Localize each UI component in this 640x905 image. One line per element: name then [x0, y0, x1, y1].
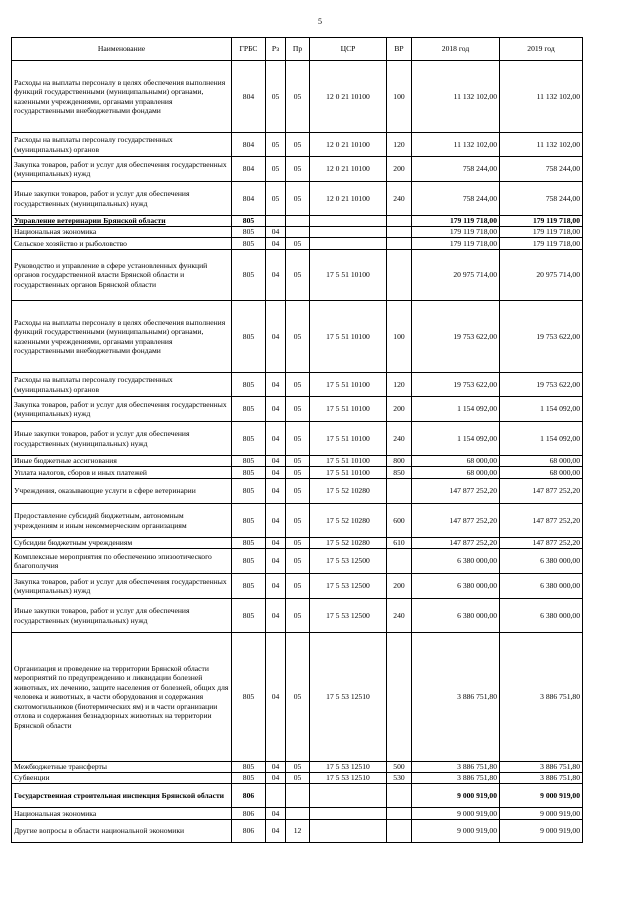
- row-grbs: 805: [232, 549, 266, 574]
- row-grbs: 805: [232, 250, 266, 301]
- row-rz: 04: [266, 808, 286, 820]
- table-row: [12, 773, 583, 784]
- row-2019: 9 000 919,00: [500, 820, 583, 843]
- row-grbs: 804: [232, 182, 266, 216]
- header-pr: Пр: [286, 38, 310, 61]
- page-number: 5: [318, 17, 322, 26]
- row-2018: 9 000 919,00: [412, 808, 500, 820]
- row-pr: 05: [286, 301, 310, 373]
- row-name: Закупка товаров, работ и услуг для обеспечения государственных (муниципальных) нужд: [12, 574, 232, 599]
- row-csr: 12 0 21 10100: [310, 182, 387, 216]
- row-2019: 758 244,00: [500, 182, 583, 216]
- row-pr: 05: [286, 538, 310, 549]
- table-row: [12, 784, 583, 808]
- row-rz: 05: [266, 61, 286, 133]
- row-grbs: 804: [232, 133, 266, 157]
- row-grbs: 805: [232, 538, 266, 549]
- row-2019: 6 380 000,00: [500, 549, 583, 574]
- row-name: Расходы на выплаты персоналу государственных (муниципальных) органов: [12, 373, 232, 397]
- row-vr: [387, 250, 412, 301]
- row-rz: 04: [266, 504, 286, 538]
- row-grbs: 805: [232, 574, 266, 599]
- row-vr: 610: [387, 538, 412, 549]
- row-pr: 05: [286, 762, 310, 773]
- header-grbs: ГРБС: [232, 38, 266, 61]
- row-pr: 05: [286, 773, 310, 784]
- row-name: Руководство и управление в сфере установленных функций органов государственной власти Брянской области и государственных органов Брянской области: [12, 250, 232, 301]
- row-rz: 04: [266, 633, 286, 762]
- row-rz: 04: [266, 373, 286, 397]
- row-2018: 20 975 714,00: [412, 250, 500, 301]
- header-2019: 2019 год: [500, 38, 583, 61]
- row-2018: 179 119 718,00: [412, 216, 500, 227]
- row-name: Предоставление субсидий бюджетным, автономным учреждениям и иным некоммерческим организациям: [12, 504, 232, 538]
- row-vr: 120: [387, 373, 412, 397]
- row-2019: 147 877 252,20: [500, 538, 583, 549]
- row-csr: 17 5 53 12510: [310, 633, 387, 762]
- row-vr: 530: [387, 773, 412, 784]
- row-csr: 17 5 52 10280: [310, 479, 387, 504]
- row-2018: 147 877 252,20: [412, 504, 500, 538]
- row-2018: 3 886 751,80: [412, 773, 500, 784]
- table-row: [12, 538, 583, 549]
- row-2019: 147 877 252,20: [500, 504, 583, 538]
- row-2019: 179 119 718,00: [500, 227, 583, 238]
- table-row: [12, 227, 583, 238]
- row-vr: 850: [387, 467, 412, 479]
- row-vr: 240: [387, 422, 412, 456]
- row-pr: [286, 808, 310, 820]
- row-csr: [310, 238, 387, 250]
- row-2019: 68 000,00: [500, 456, 583, 467]
- row-2019: 3 886 751,80: [500, 633, 583, 762]
- row-vr: 500: [387, 762, 412, 773]
- header-2018: 2018 год: [412, 38, 500, 61]
- row-rz: 05: [266, 157, 286, 182]
- row-name: Национальная экономика: [12, 227, 232, 238]
- row-csr: [310, 227, 387, 238]
- row-2018: 6 380 000,00: [412, 599, 500, 633]
- row-name: Учреждения, оказывающие услуги в сфере ветеринарии: [12, 479, 232, 504]
- row-2019: 20 975 714,00: [500, 250, 583, 301]
- row-name: Расходы на выплаты персоналу в целях обеспечения выполнения функций государственными (муниципальными) органами, казенными учреждениями, органами управления государственными внебюджетными фондами: [12, 301, 232, 373]
- row-2018: 758 244,00: [412, 157, 500, 182]
- row-pr: 05: [286, 479, 310, 504]
- row-2019: 6 380 000,00: [500, 599, 583, 633]
- row-2018: 11 132 102,00: [412, 61, 500, 133]
- table-row: [12, 762, 583, 773]
- row-vr: 200: [387, 157, 412, 182]
- row-2019: 9 000 919,00: [500, 784, 583, 808]
- row-grbs: 805: [232, 301, 266, 373]
- row-csr: 17 5 51 10100: [310, 373, 387, 397]
- table-row: [12, 549, 583, 574]
- row-pr: 05: [286, 182, 310, 216]
- row-grbs: 805: [232, 479, 266, 504]
- row-name: Организация и проведение на территории Брянской области мероприятий по предупреждению и ликвидации болезней животных, их лечению, защите населения от болезней, общих для человека и животных, в части оборудования и содержания скотомогильников (биотермических ям) и в части организации отлова и содержания безнадзорных животных на территории Брянской области: [12, 633, 232, 762]
- row-vr: 240: [387, 182, 412, 216]
- row-vr: 200: [387, 397, 412, 422]
- row-name: Расходы на выплаты персоналу государственных (муниципальных) органов: [12, 133, 232, 157]
- row-2018: 19 753 622,00: [412, 373, 500, 397]
- row-rz: 04: [266, 250, 286, 301]
- row-csr: 17 5 53 12500: [310, 574, 387, 599]
- row-rz: 04: [266, 574, 286, 599]
- budget-table: [11, 37, 583, 843]
- row-grbs: 805: [232, 599, 266, 633]
- row-pr: 05: [286, 599, 310, 633]
- row-pr: [286, 784, 310, 808]
- table-row: [12, 456, 583, 467]
- row-pr: 05: [286, 397, 310, 422]
- row-name: Управление ветеринарии Брянской области: [12, 216, 232, 227]
- row-2019: 6 380 000,00: [500, 574, 583, 599]
- row-csr: [310, 216, 387, 227]
- row-pr: [286, 216, 310, 227]
- row-vr: [387, 808, 412, 820]
- row-name: Закупка товаров, работ и услуг для обеспечения государственных (муниципальных) нужд: [12, 397, 232, 422]
- row-2019: 179 119 718,00: [500, 216, 583, 227]
- row-csr: 17 5 51 10100: [310, 456, 387, 467]
- row-csr: 17 5 51 10100: [310, 422, 387, 456]
- row-2018: 3 886 751,80: [412, 633, 500, 762]
- row-vr: [387, 227, 412, 238]
- row-pr: 05: [286, 373, 310, 397]
- row-2018: 1 154 092,00: [412, 422, 500, 456]
- row-pr: 05: [286, 133, 310, 157]
- row-vr: 800: [387, 456, 412, 467]
- row-rz: [266, 216, 286, 227]
- row-csr: 17 5 51 10100: [310, 301, 387, 373]
- row-2019: 11 132 102,00: [500, 133, 583, 157]
- row-2018: 179 119 718,00: [412, 238, 500, 250]
- row-grbs: 805: [232, 422, 266, 456]
- row-2018: 3 886 751,80: [412, 762, 500, 773]
- row-rz: 04: [266, 538, 286, 549]
- row-grbs: 805: [232, 633, 266, 762]
- row-rz: 04: [266, 467, 286, 479]
- row-2018: 147 877 252,20: [412, 479, 500, 504]
- row-grbs: 805: [232, 397, 266, 422]
- row-vr: 200: [387, 574, 412, 599]
- table-row: [12, 422, 583, 456]
- row-rz: 04: [266, 422, 286, 456]
- row-csr: 12 0 21 10100: [310, 157, 387, 182]
- header-row: [12, 38, 583, 61]
- row-pr: 05: [286, 238, 310, 250]
- row-vr: 120: [387, 133, 412, 157]
- row-vr: [387, 784, 412, 808]
- row-2019: 3 886 751,80: [500, 773, 583, 784]
- row-csr: 17 5 53 12500: [310, 599, 387, 633]
- row-rz: 04: [266, 456, 286, 467]
- row-rz: 04: [266, 397, 286, 422]
- row-2019: 1 154 092,00: [500, 422, 583, 456]
- row-2018: 1 154 092,00: [412, 397, 500, 422]
- row-name: Иные бюджетные ассигнования: [12, 456, 232, 467]
- row-2018: 11 132 102,00: [412, 133, 500, 157]
- row-csr: [310, 808, 387, 820]
- row-pr: 12: [286, 820, 310, 843]
- row-2018: 179 119 718,00: [412, 227, 500, 238]
- row-2019: 147 877 252,20: [500, 479, 583, 504]
- row-csr: 17 5 51 10100: [310, 467, 387, 479]
- row-name: Субвенции: [12, 773, 232, 784]
- row-pr: 05: [286, 504, 310, 538]
- row-name: Комплексные мероприятия по обеспечению эпизоотического благополучия: [12, 549, 232, 574]
- row-csr: [310, 784, 387, 808]
- row-name: Межбюджетные трансферты: [12, 762, 232, 773]
- table-row: [12, 574, 583, 599]
- row-csr: 17 5 52 10280: [310, 504, 387, 538]
- row-csr: 17 5 53 12500: [310, 549, 387, 574]
- table-row: [12, 467, 583, 479]
- table-row: [12, 157, 583, 182]
- row-vr: [387, 479, 412, 504]
- row-grbs: 806: [232, 784, 266, 808]
- row-grbs: 805: [232, 773, 266, 784]
- table-row: [12, 504, 583, 538]
- table-row: [12, 820, 583, 843]
- row-name: Иные закупки товаров, работ и услуг для обеспечения государственных (муниципальных) нужд: [12, 599, 232, 633]
- row-grbs: 805: [232, 762, 266, 773]
- row-rz: 04: [266, 301, 286, 373]
- row-name: Уплата налогов, сборов и иных платежей: [12, 467, 232, 479]
- row-grbs: 805: [232, 373, 266, 397]
- table-row: [12, 301, 583, 373]
- row-2019: 1 154 092,00: [500, 397, 583, 422]
- row-2018: 9 000 919,00: [412, 784, 500, 808]
- row-name: Другие вопросы в области национальной экономики: [12, 820, 232, 843]
- row-grbs: 805: [232, 238, 266, 250]
- row-csr: 17 5 52 10280: [310, 538, 387, 549]
- row-rz: 04: [266, 820, 286, 843]
- row-grbs: 804: [232, 61, 266, 133]
- row-name: Государственная строительная инспекция Брянской области: [12, 784, 232, 808]
- row-csr: 17 5 51 10100: [310, 397, 387, 422]
- row-2019: 19 753 622,00: [500, 301, 583, 373]
- table-row: [12, 182, 583, 216]
- row-name: Иные закупки товаров, работ и услуг для обеспечения государственных (муниципальных) нужд: [12, 182, 232, 216]
- row-2018: 758 244,00: [412, 182, 500, 216]
- header-name: Наименование: [12, 38, 232, 61]
- row-pr: 05: [286, 61, 310, 133]
- row-csr: 12 0 21 10100: [310, 61, 387, 133]
- row-2019: 3 886 751,80: [500, 762, 583, 773]
- header-rz: Рз: [266, 38, 286, 61]
- row-vr: 100: [387, 301, 412, 373]
- row-vr: [387, 238, 412, 250]
- table-row: [12, 599, 583, 633]
- row-name: Иные закупки товаров, работ и услуг для обеспечения государственных (муниципальных) нужд: [12, 422, 232, 456]
- row-csr: 17 5 53 12510: [310, 762, 387, 773]
- row-rz: 04: [266, 762, 286, 773]
- row-2018: 6 380 000,00: [412, 549, 500, 574]
- row-2019: 19 753 622,00: [500, 373, 583, 397]
- header-csr: ЦСР: [310, 38, 387, 61]
- row-name: Закупка товаров, работ и услуг для обеспечения государственных (муниципальных) нужд: [12, 157, 232, 182]
- row-rz: 04: [266, 227, 286, 238]
- row-rz: [266, 784, 286, 808]
- table-row: [12, 216, 583, 227]
- table-row: [12, 250, 583, 301]
- row-pr: 05: [286, 157, 310, 182]
- row-rz: 04: [266, 599, 286, 633]
- row-rz: 04: [266, 238, 286, 250]
- row-grbs: 805: [232, 456, 266, 467]
- row-2018: 6 380 000,00: [412, 574, 500, 599]
- row-pr: [286, 227, 310, 238]
- row-vr: 240: [387, 599, 412, 633]
- table-row: [12, 373, 583, 397]
- row-pr: 05: [286, 633, 310, 762]
- row-csr: 17 5 53 12510: [310, 773, 387, 784]
- row-rz: 05: [266, 182, 286, 216]
- row-2019: 179 119 718,00: [500, 238, 583, 250]
- row-pr: 05: [286, 467, 310, 479]
- row-rz: 04: [266, 549, 286, 574]
- row-name: Расходы на выплаты персоналу в целях обеспечения выполнения функций государственными (муниципальными) органами, казенными учреждениями, органами управления государственными внебюджетными фондами: [12, 61, 232, 133]
- row-pr: 05: [286, 456, 310, 467]
- table-row: [12, 61, 583, 133]
- row-2018: 147 877 252,20: [412, 538, 500, 549]
- row-pr: 05: [286, 422, 310, 456]
- row-csr: 12 0 21 10100: [310, 133, 387, 157]
- row-rz: 05: [266, 133, 286, 157]
- row-grbs: 806: [232, 808, 266, 820]
- row-grbs: 804: [232, 157, 266, 182]
- row-grbs: 805: [232, 227, 266, 238]
- header-vr: ВР: [387, 38, 412, 61]
- row-2019: 9 000 919,00: [500, 808, 583, 820]
- row-vr: [387, 549, 412, 574]
- row-2019: 11 132 102,00: [500, 61, 583, 133]
- row-vr: [387, 820, 412, 843]
- row-csr: 17 5 51 10100: [310, 250, 387, 301]
- table-row: [12, 397, 583, 422]
- table-row: [12, 808, 583, 820]
- row-pr: 05: [286, 574, 310, 599]
- row-grbs: 806: [232, 820, 266, 843]
- row-rz: 04: [266, 479, 286, 504]
- row-pr: 05: [286, 250, 310, 301]
- row-csr: [310, 820, 387, 843]
- row-2019: 68 000,00: [500, 467, 583, 479]
- row-2018: 68 000,00: [412, 456, 500, 467]
- row-2019: 758 244,00: [500, 157, 583, 182]
- row-grbs: 805: [232, 467, 266, 479]
- row-vr: [387, 633, 412, 762]
- row-pr: 05: [286, 549, 310, 574]
- row-rz: 04: [266, 773, 286, 784]
- row-vr: 600: [387, 504, 412, 538]
- table-row: [12, 133, 583, 157]
- table-row: [12, 238, 583, 250]
- row-vr: 100: [387, 61, 412, 133]
- row-vr: [387, 216, 412, 227]
- row-2018: 68 000,00: [412, 467, 500, 479]
- row-name: Субсидии бюджетным учреждениям: [12, 538, 232, 549]
- row-grbs: 805: [232, 504, 266, 538]
- row-2018: 9 000 919,00: [412, 820, 500, 843]
- table-row: [12, 633, 583, 762]
- row-2018: 19 753 622,00: [412, 301, 500, 373]
- row-grbs: 805: [232, 216, 266, 227]
- row-name: Национальная экономика: [12, 808, 232, 820]
- table-row: [12, 479, 583, 504]
- row-name: Сельское хозяйство и рыболовство: [12, 238, 232, 250]
